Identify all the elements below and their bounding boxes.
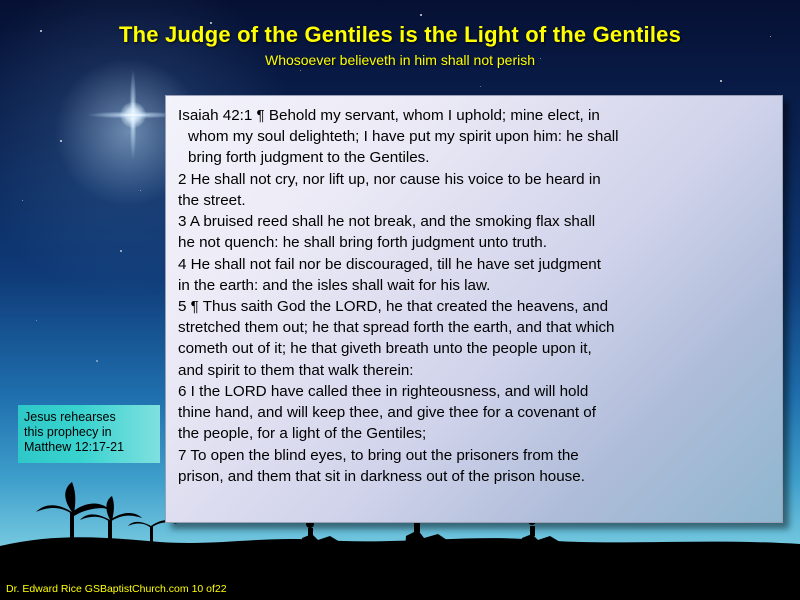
scripture-line: the street.: [178, 191, 246, 209]
scripture-line: 2 He shall not cry, nor lift up, nor cause his voice to be heard in: [178, 170, 601, 188]
scripture-line: prison, and them that sit in darkness out of the prison house.: [178, 467, 585, 485]
scripture-line: 3 A bruised reed shall he not break, and the smoking flax shall: [178, 213, 596, 231]
scripture-line: bring forth judgment to the Gentiles.: [188, 149, 430, 167]
note-line: this prophecy in: [24, 424, 112, 439]
scripture-line: thine hand, and will keep thee, and give thee for a covenant of: [178, 404, 596, 422]
scripture-line: cometh out of it; he that giveth breath unto the people upon it,: [178, 340, 592, 358]
slide-title: The Judge of the Gentiles is the Light of the Gentiles: [118, 22, 682, 47]
scripture-text-box: [165, 95, 783, 523]
cross-reference-note: [18, 405, 160, 463]
slide-subtitle: Whosoever believeth in him shall not perish: [264, 52, 536, 68]
scripture-line: in the earth: and the isles shall wait for his law.: [178, 276, 491, 294]
scripture-line: 6 I the LORD have called thee in righteousness, and will hold: [178, 382, 589, 400]
scripture-line: and spirit to them that walk therein:: [178, 361, 414, 379]
scripture-line: whom my soul delighteth; I have put my spirit upon him: he shall: [188, 128, 619, 146]
scripture-line: he not quench: he shall bring forth judgment unto truth.: [178, 234, 547, 252]
note-line: Matthew 12:17-21: [24, 439, 125, 454]
scripture-line: 4 He shall not fail nor be discouraged, till he have set judgment: [178, 255, 601, 273]
scripture-line: the people, for a light of the Gentiles;: [178, 425, 427, 443]
scripture-line: Isaiah 42:1 ¶ Behold my servant, whom I uphold; mine elect, in: [178, 107, 600, 124]
scripture-line: 5 ¶ Thus saith God the LORD, he that created the heavens, and: [178, 297, 609, 315]
scripture-line: stretched them out; he that spread forth the earth, and that which: [178, 319, 615, 337]
slide-footer: Dr. Edward Rice GSBaptistChurch.com 10 of22: [0, 578, 800, 600]
note-line: Jesus rehearses: [24, 410, 116, 424]
scripture-line: 7 To open the blind eyes, to bring out the prisoners from the: [178, 446, 579, 464]
